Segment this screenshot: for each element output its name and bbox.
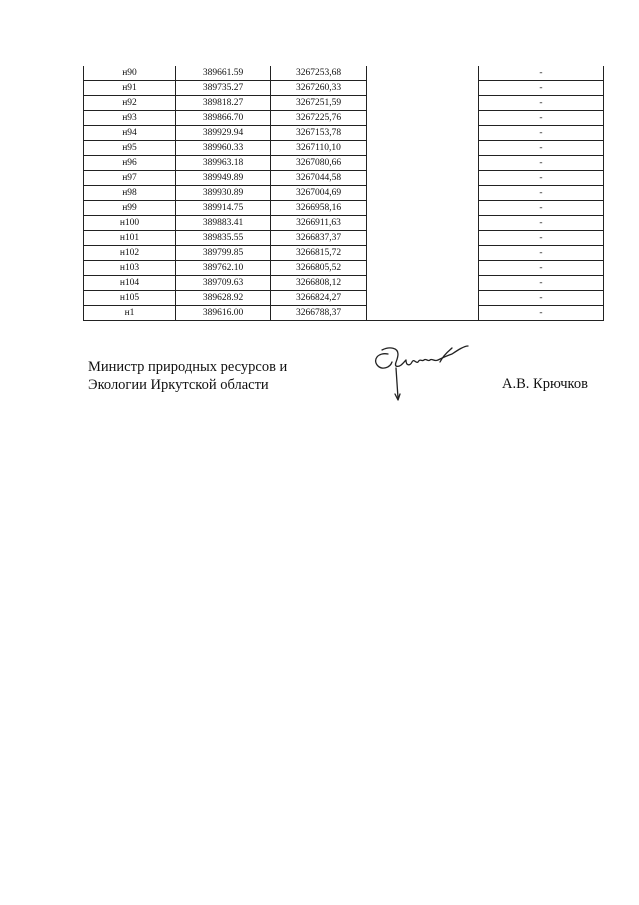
dash-cell: - [479,306,604,321]
dash-cell: - [479,186,604,201]
dash-cell: - [479,126,604,141]
y-coordinate-cell: 3267253,68 [271,66,367,81]
y-coordinate-cell: 3267251,59 [271,96,367,111]
blank-cell [367,306,479,321]
point-cell: н100 [84,216,176,231]
x-coordinate-cell: 389735.27 [176,81,271,96]
point-cell: н102 [84,246,176,261]
table-row [84,201,604,216]
table-row [84,141,604,156]
coordinates-table [83,66,604,321]
x-coordinate-cell: 389914.75 [176,201,271,216]
dash-cell: - [479,276,604,291]
y-coordinate-cell: 3267004,69 [271,186,367,201]
point-cell: н101 [84,231,176,246]
position-line-1: Министр природных ресурсов и [88,359,288,375]
x-coordinate-cell: 389835.55 [176,231,271,246]
x-coordinate-cell: 389930.89 [176,186,271,201]
handwritten-signature [368,340,478,409]
dash-cell: - [479,66,604,81]
table-row [84,111,604,126]
y-coordinate-cell: 3267153,78 [271,126,367,141]
table-row [84,156,604,171]
dash-cell: - [479,201,604,216]
x-coordinate-cell: 389762.10 [176,261,271,276]
x-coordinate-cell: 389709.63 [176,276,271,291]
blank-cell [367,291,479,306]
blank-cell [367,66,479,81]
table-row [84,81,604,96]
point-cell: н96 [84,156,176,171]
table-row [84,186,604,201]
y-coordinate-cell: 3267110,10 [271,141,367,156]
signer-name: А.В. Крючков [502,376,588,392]
x-coordinate-cell: 389818.27 [176,96,271,111]
dash-cell: - [479,96,604,111]
blank-cell [367,261,479,276]
point-cell: н99 [84,201,176,216]
blank-cell [367,246,479,261]
dash-cell: - [479,246,604,261]
blank-cell [367,216,479,231]
x-coordinate-cell: 389616.00 [176,306,271,321]
dash-cell: - [479,231,604,246]
y-coordinate-cell: 3267225,76 [271,111,367,126]
blank-cell [367,186,479,201]
coordinates-table-body [84,66,604,321]
point-cell: н94 [84,126,176,141]
position-line-2: Экологии Иркутской области [88,377,269,393]
table-row [84,171,604,186]
point-cell: н104 [84,276,176,291]
y-coordinate-cell: 3266911,63 [271,216,367,231]
blank-cell [367,96,479,111]
point-cell: н91 [84,81,176,96]
blank-cell [367,141,479,156]
table-row [84,246,604,261]
point-cell: н1 [84,306,176,321]
table-row [84,216,604,231]
point-cell: н105 [84,291,176,306]
blank-cell [367,156,479,171]
point-cell: н92 [84,96,176,111]
table-row [84,291,604,306]
dash-cell: - [479,156,604,171]
y-coordinate-cell: 3266815,72 [271,246,367,261]
table-row [84,96,604,111]
y-coordinate-cell: 3266837,37 [271,231,367,246]
x-coordinate-cell: 389883.41 [176,216,271,231]
dash-cell: - [479,171,604,186]
blank-cell [367,81,479,96]
x-coordinate-cell: 389628.92 [176,291,271,306]
y-coordinate-cell: 3266805,52 [271,261,367,276]
dash-cell: - [479,261,604,276]
point-cell: н103 [84,261,176,276]
y-coordinate-cell: 3267044,58 [271,171,367,186]
y-coordinate-cell: 3266958,16 [271,201,367,216]
blank-cell [367,111,479,126]
y-coordinate-cell: 3267260,33 [271,81,367,96]
dash-cell: - [479,111,604,126]
point-cell: н98 [84,186,176,201]
blank-cell [367,126,479,141]
table-row [84,126,604,141]
x-coordinate-cell: 389866.70 [176,111,271,126]
x-coordinate-cell: 389949.89 [176,171,271,186]
table-row [84,276,604,291]
blank-cell [367,276,479,291]
x-coordinate-cell: 389963.18 [176,156,271,171]
table-row [84,66,604,81]
dash-cell: - [479,291,604,306]
signatory-position [88,358,287,394]
dash-cell: - [479,216,604,231]
point-cell: н97 [84,171,176,186]
point-cell: н95 [84,141,176,156]
blank-cell [367,171,479,186]
x-coordinate-cell: 389661.59 [176,66,271,81]
y-coordinate-cell: 3266808,12 [271,276,367,291]
blank-cell [367,231,479,246]
dash-cell: - [479,141,604,156]
y-coordinate-cell: 3267080,66 [271,156,367,171]
dash-cell: - [479,81,604,96]
y-coordinate-cell: 3266824,27 [271,291,367,306]
point-cell: н90 [84,66,176,81]
table-row [84,261,604,276]
table-row [84,306,604,321]
table-row [84,231,604,246]
blank-cell [367,201,479,216]
x-coordinate-cell: 389799.85 [176,246,271,261]
point-cell: н93 [84,111,176,126]
y-coordinate-cell: 3266788,37 [271,306,367,321]
x-coordinate-cell: 389960.33 [176,141,271,156]
x-coordinate-cell: 389929.94 [176,126,271,141]
